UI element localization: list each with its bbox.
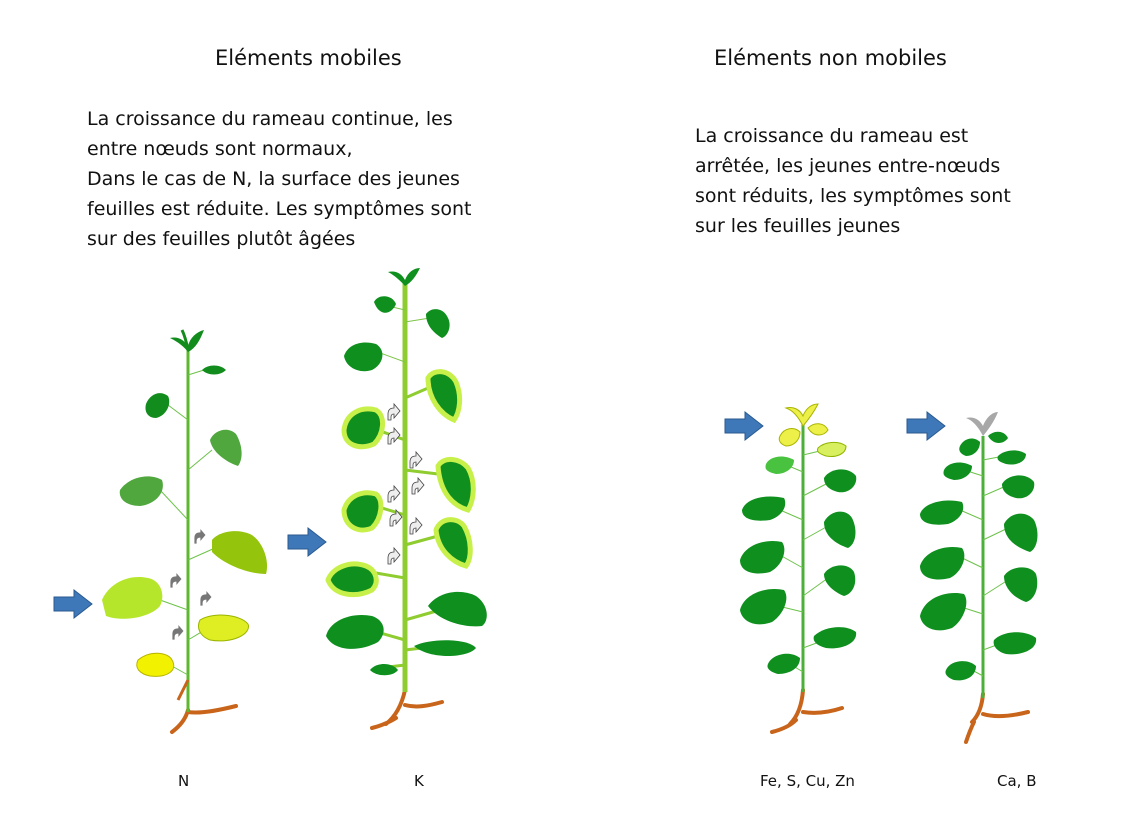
root — [172, 706, 236, 732]
leaf — [326, 615, 384, 649]
apex — [388, 268, 420, 286]
leaf — [210, 430, 242, 466]
root — [966, 694, 1028, 742]
mobile-title: Eléments mobiles — [215, 46, 402, 70]
leaf — [145, 393, 169, 418]
mobile-text-line: La croissance du rameau continue, les — [87, 108, 453, 130]
leaf — [959, 439, 980, 456]
leaf — [814, 627, 857, 648]
plant-label-n: N — [178, 772, 190, 790]
leaf — [779, 429, 800, 446]
non-mobile-text-line: arrêtée, les jeunes entre-nœuds — [695, 155, 1001, 177]
leaf — [1004, 567, 1037, 602]
non-mobile-text-line: sont réduits, les symptômes sont — [695, 185, 1011, 207]
leaf — [943, 463, 972, 480]
root — [772, 690, 842, 732]
leaf — [740, 541, 784, 574]
leaf — [212, 531, 267, 574]
indicator-arrow — [288, 528, 326, 556]
leaf — [428, 592, 487, 626]
leaf — [767, 654, 800, 674]
leaf — [1002, 475, 1034, 498]
non-mobile-title: Eléments non mobiles — [714, 46, 947, 70]
leaf — [426, 309, 450, 338]
leaf — [817, 442, 846, 456]
leaf — [920, 547, 964, 580]
leaf — [997, 450, 1026, 464]
leaf — [428, 372, 460, 420]
leaf — [202, 366, 226, 375]
leaf — [988, 432, 1008, 443]
leaf — [740, 589, 786, 624]
apex — [966, 412, 998, 436]
leaf — [344, 409, 383, 447]
plant-k — [326, 268, 487, 728]
leaf — [1004, 514, 1037, 552]
mobile-text-line: Dans le cas de N, la surface des jeunes — [87, 168, 460, 190]
leaf — [436, 520, 470, 566]
leaf — [198, 615, 248, 641]
leaf — [808, 424, 828, 435]
leaf — [344, 493, 381, 530]
leaf — [994, 632, 1037, 654]
indicator-arrow — [725, 412, 763, 440]
mobile-text-line: entre nœuds sont normaux, — [87, 138, 353, 160]
leaf — [742, 497, 785, 521]
root — [372, 690, 442, 728]
leaf — [120, 476, 163, 506]
leaf — [945, 661, 976, 680]
mobile-text-line: feuilles est réduite. Les symptômes sont — [87, 198, 472, 220]
non-mobile-text-line: La croissance du rameau est — [695, 125, 969, 147]
leaf — [824, 469, 856, 492]
leaf — [920, 501, 963, 525]
mobile-text-line: sur des feuilles plutôt âgées — [87, 228, 356, 250]
leaf — [344, 343, 382, 372]
leaf — [824, 565, 855, 596]
leaf — [328, 564, 376, 595]
plant-label-k: K — [414, 772, 424, 790]
plant-label-fe-s-cu-zn: Fe, S, Cu, Zn — [760, 772, 855, 790]
leaf — [102, 577, 162, 619]
leaf — [374, 296, 396, 313]
leaf — [920, 593, 966, 630]
non-mobile-text-line: sur les feuilles jeunes — [695, 215, 901, 237]
leaf — [438, 459, 473, 510]
leaf — [824, 512, 855, 548]
leaf — [414, 640, 476, 656]
indicator-arrow — [54, 590, 92, 618]
indicator-arrow — [907, 412, 945, 440]
apex — [786, 404, 818, 426]
leaf — [765, 457, 794, 474]
plant-fe-s-cu-zn — [740, 404, 856, 732]
plant-label-ca-b: Ca, B — [997, 772, 1037, 790]
leaf — [137, 653, 174, 676]
plant-ca-b — [920, 412, 1037, 742]
plant-n — [102, 330, 267, 732]
